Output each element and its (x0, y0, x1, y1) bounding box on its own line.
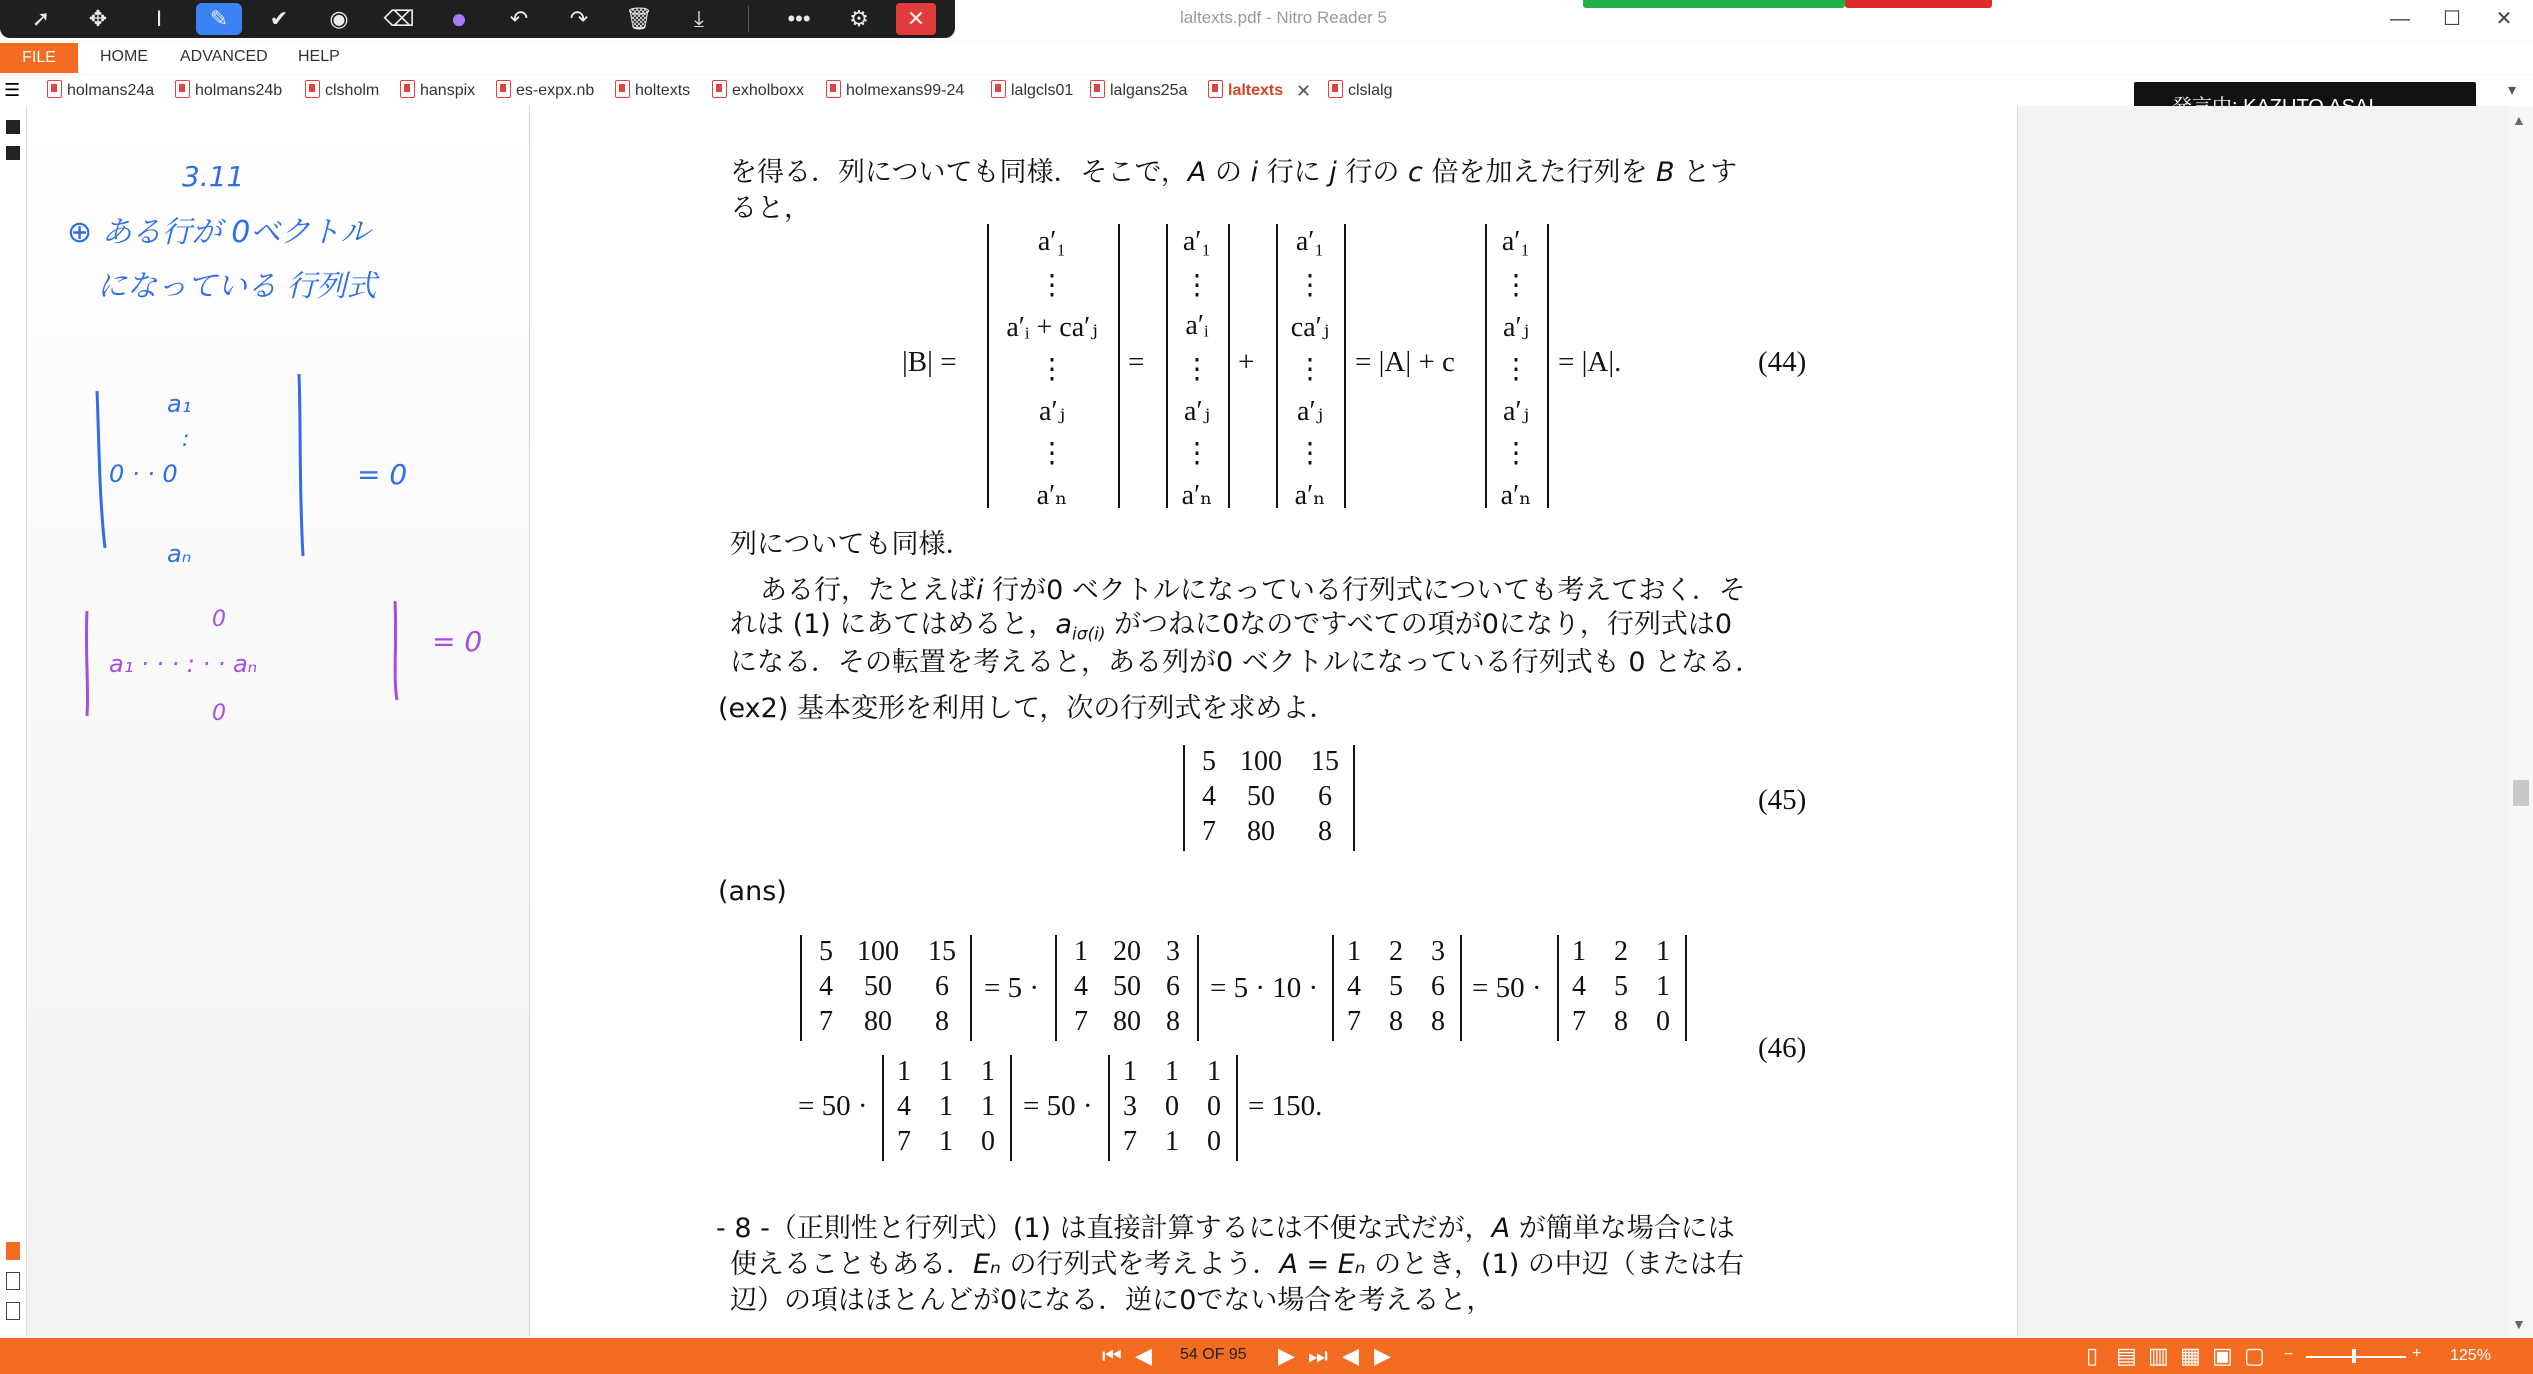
progress-red (1845, 0, 1992, 8)
matrix-entry: 7 (819, 1006, 833, 1037)
matrix-entry: 1 (981, 1091, 995, 1122)
matrix-entry: 1 (1347, 936, 1361, 967)
matrix-entry: 8 (1614, 1006, 1628, 1037)
pages-panel-icon[interactable] (6, 120, 20, 134)
eq46-step3: = 50 · (1472, 972, 1542, 1004)
tab-exholboxx[interactable]: exholboxx (712, 79, 804, 103)
column-entry: a′ⱼ (1503, 396, 1529, 427)
column-entry: ⋮ (1502, 268, 1530, 301)
column-entry: a′ₙ (1500, 480, 1532, 511)
list-panel-icon[interactable] (6, 1302, 20, 1320)
matrix-entry: 1 (1123, 1056, 1137, 1087)
matrix2-top: 0 (212, 607, 226, 632)
tab-clsholm[interactable]: clsholm (305, 79, 379, 103)
matrix-entry: 1 (939, 1091, 953, 1122)
more-icon[interactable]: ••• (787, 6, 811, 31)
menu-advanced[interactable]: ADVANCED (180, 48, 268, 65)
matrix1-equals: = 0 (357, 458, 408, 491)
matrix-entry: 7 (1572, 1006, 1586, 1037)
matrix-entry: 1 (939, 1056, 953, 1087)
para3-line2: れは (1) にあてはめると，$a_{i\sigma(i)}$ がつねに0なのですべての項が0になり，行列式は0 (730, 609, 1733, 645)
matrix-entry: 7 (1347, 1006, 1361, 1037)
matrix-entry: 50 (864, 971, 892, 1002)
para4-line1: - 8 -（正則性と行列式）(1) は直接計算するには不便な式だが，A が簡単な場合には (716, 1213, 1735, 1244)
matrix2-bar-right (395, 601, 397, 700)
matrix-entry: 5 (1614, 971, 1628, 1002)
facing-icon[interactable]: ▥ (2148, 1343, 2169, 1368)
pdf-file-icon (47, 80, 62, 98)
matrix-entry: 0 (981, 1126, 995, 1157)
matrix-entry: 1 (897, 1056, 911, 1087)
column-entry: ⋮ (1296, 436, 1324, 469)
matrix-entry: 1 (1656, 971, 1670, 1002)
matrix-entry: 7 (897, 1126, 911, 1157)
matrix-entry: 15 (928, 936, 956, 967)
pdf-file-icon (826, 80, 841, 98)
tab-lalgans25a[interactable]: lalgans25a (1090, 79, 1187, 103)
eq44-lhs: |B| = (902, 346, 957, 378)
column-entry: a′ⱼ (1039, 396, 1065, 427)
matrix1-bottom: aₙ (167, 540, 192, 568)
matrix-entry: 2 (1389, 936, 1403, 967)
column-entry: ⋮ (1038, 352, 1066, 385)
fit-page-icon[interactable]: ▣ (2212, 1343, 2233, 1368)
column-entry: ⋮ (1296, 268, 1324, 301)
para2: 列についても同様． (730, 529, 973, 560)
matrix-entry: 50 (1247, 781, 1275, 812)
tab-hanspix[interactable]: hanspix (400, 79, 475, 103)
tab-es-expx[interactable]: es-expx.nb (496, 79, 594, 103)
matrix-entry: 1 (1074, 936, 1088, 967)
para3-line3: になる．その転置を考えると，ある列が0 ベクトルになっている行列式も 0 となる． (730, 647, 1763, 678)
eq44-mid: = |A| + c (1355, 346, 1455, 378)
matrix-bar-left (97, 391, 105, 548)
move-icon[interactable]: ✥ (88, 6, 108, 31)
pdf-file-icon (1090, 80, 1105, 98)
page-margin-area (2017, 106, 2508, 1336)
column-entry: ⋮ (1183, 268, 1211, 301)
column-entry: ⋮ (1183, 352, 1211, 385)
redo-icon[interactable]: ↷ (569, 6, 589, 31)
matrix-entry: 1 (1656, 936, 1670, 967)
matrix-entry: 0 (1165, 1091, 1179, 1122)
matrix-entry: 3 (1431, 936, 1445, 967)
matrix-entry: 8 (1431, 1006, 1445, 1037)
matrix-entry: 0 (1656, 1006, 1670, 1037)
eq44-number: (44) (1758, 346, 1807, 378)
answer-label: (ans) (718, 876, 787, 907)
matrix-entry: 1 (1165, 1126, 1179, 1157)
scroll-up-icon[interactable]: ▲ (2512, 112, 2526, 128)
zoom-level[interactable]: 125% (2450, 1347, 2491, 1364)
tab-close-icon[interactable]: ✕ (1296, 81, 1312, 101)
note-line-2: になっている 行列式 (97, 269, 377, 304)
user-settings-icon[interactable]: ⚙ (849, 6, 869, 31)
tab-lalgcls01[interactable]: lalgcls01 (991, 79, 1073, 103)
matrix-entry: 8 (1318, 816, 1332, 847)
pdf-file-icon (712, 80, 727, 98)
column-entry: a′ₙ (1181, 480, 1213, 511)
matrix-entry: 80 (1247, 816, 1275, 847)
column-entry: a′ᵢ + ca′ⱼ (1006, 312, 1098, 343)
matrix2-bar-left (86, 611, 87, 716)
menu-file[interactable]: FILE (0, 43, 78, 73)
column-entry: a′ⱼ (1297, 396, 1323, 427)
matrix-entry: 20 (1113, 936, 1141, 967)
column-entry: a′₁ (1295, 226, 1325, 257)
highlighter-icon[interactable]: ◉ (329, 6, 349, 31)
comments-panel-icon[interactable] (6, 1272, 20, 1290)
para3-line1: ある行，たとえばi 行が0 ベクトルになっている行列式についても考えておく．そ (760, 575, 1746, 606)
matrix-entry: 1 (981, 1056, 995, 1087)
matrix-entry: 3 (1166, 936, 1180, 967)
back-view-icon[interactable]: ◀ (1342, 1343, 1359, 1368)
vertical-scrollbar[interactable] (2509, 106, 2533, 1336)
matrix-entry: 3 (1123, 1091, 1137, 1122)
matrix-bar-right (299, 374, 303, 556)
tab-overflow-chevron-icon[interactable]: ▾ (2508, 82, 2517, 99)
tab-clslalg[interactable]: clslalg (1328, 79, 1392, 103)
matrix2-row: a₁ · · · : · · aₙ (109, 650, 258, 678)
matrix-entry: 6 (1166, 971, 1180, 1002)
matrix-entry: 6 (1431, 971, 1445, 1002)
close-icon[interactable]: ✕ (896, 3, 936, 35)
matrix-entry: 4 (1347, 971, 1361, 1002)
last-page-icon[interactable]: ⏭ (1308, 1343, 1328, 1368)
window-title: laltexts.pdf - Nitro Reader 5 (1180, 8, 1387, 27)
column-entry: a′₁ (1182, 226, 1212, 257)
close-window-button[interactable]: ✕ (2495, 8, 2513, 30)
column-entry: ⋮ (1183, 436, 1211, 469)
column-entry: a′₁ (1501, 226, 1531, 257)
minimize-button[interactable]: — (2390, 8, 2410, 30)
forward-view-icon[interactable]: ▶ (1374, 1343, 1391, 1368)
column-entry: ⋮ (1038, 436, 1066, 469)
toolbar-separator (748, 6, 749, 32)
para4-line2: 使えることもある．Eₙ の行列式を考えよう．A = Eₙ のとき，(1) の中辺（または右 (730, 1249, 1744, 1280)
column-entry: a′ₙ (1036, 480, 1068, 511)
left-tool-column (0, 106, 27, 1336)
matrix-entry: 1 (939, 1126, 953, 1157)
tab-holmans24b[interactable]: holmans24b (175, 79, 282, 103)
menu-home[interactable]: HOME (100, 48, 148, 65)
eq44-plus: + (1238, 346, 1255, 378)
bookmarks-panel-icon[interactable] (6, 146, 20, 160)
text-cursor-icon[interactable]: I (155, 6, 163, 31)
matrix-entry: 1 (1572, 936, 1586, 967)
zoom-in-icon[interactable]: + (2412, 1345, 2422, 1362)
matrix-entry: 100 (857, 936, 899, 967)
download-icon[interactable]: ⤓ (694, 6, 704, 31)
tab-holmexans99-24[interactable]: holmexans99-24 (826, 79, 964, 103)
para1-line2: ると， (730, 193, 811, 224)
zoom-slider[interactable] (2306, 1356, 2406, 1358)
progress-green (1583, 0, 1845, 8)
column-entry: a′ᵢ (1185, 310, 1209, 341)
tab-holmans24a[interactable]: holmans24a (47, 79, 154, 103)
column-entry: a′ⱼ (1503, 312, 1529, 343)
previous-page-icon[interactable]: ◀ (1135, 1343, 1152, 1368)
column-entry: a′₁ (1037, 226, 1067, 257)
note-line-1: ⊕ ある行が 0ベクトル (67, 215, 371, 250)
exercise-2: (ex2) 基本変形を利用して，次の行列式を求めよ． (718, 693, 1337, 724)
matrix-entry: 80 (864, 1006, 892, 1037)
matrix-entry: 7 (1202, 816, 1216, 847)
matrix-entry: 8 (1166, 1006, 1180, 1037)
matrix-entry: 50 (1113, 971, 1141, 1002)
eq46-step2: = 5 · 10 · (1210, 972, 1319, 1004)
tab-laltexts[interactable]: laltexts (1208, 79, 1287, 103)
matrix-entry: 4 (1572, 971, 1586, 1002)
eq46-end: = 150. (1248, 1090, 1323, 1122)
matrix-entry: 0 (1207, 1091, 1221, 1122)
matrix-entry: 6 (1318, 781, 1332, 812)
annotations-panel-icon[interactable] (6, 1242, 20, 1260)
column-entry: a′ⱼ (1184, 396, 1210, 427)
pdf-file-icon (991, 80, 1006, 98)
column-entry: a′ₙ (1294, 480, 1326, 511)
zoom-out-icon[interactable]: − (2284, 1346, 2294, 1363)
pdf-file-icon (1208, 80, 1223, 98)
pointer-icon[interactable]: ➚ (31, 6, 51, 31)
matrix-entry: 1 (1165, 1056, 1179, 1087)
matrix1-top: a₁ (167, 390, 192, 418)
matrix-entry: 5 (1389, 971, 1403, 1002)
matrix-entry: 4 (1202, 781, 1216, 812)
matrix-entry: 8 (1389, 1006, 1403, 1037)
matrix-entry: 80 (1113, 1006, 1141, 1037)
handwritten-notes (27, 106, 529, 746)
matrix2-bottom: 0 (212, 701, 226, 726)
eq46-step5: = 50 · (1023, 1090, 1093, 1122)
matrix-entry: 8 (935, 1006, 949, 1037)
check-icon[interactable]: ✔ (269, 6, 289, 31)
column-entry: ⋮ (1038, 268, 1066, 301)
scroll-thumb[interactable] (2513, 780, 2529, 806)
pdf-file-icon (305, 80, 320, 98)
trash-icon[interactable]: 🗑 (625, 6, 653, 31)
eq44-end: = |A|. (1558, 346, 1622, 378)
matrix-entry: 5 (1202, 746, 1216, 777)
continuous-icon[interactable]: ▤ (2116, 1343, 2137, 1368)
single-page-icon[interactable]: ▯ (2086, 1343, 2099, 1368)
fit-width-icon[interactable]: ▢ (2244, 1343, 2265, 1368)
menu-help[interactable]: HELP (298, 48, 340, 65)
color-dot-icon[interactable]: ● (450, 3, 468, 34)
matrix1-dots: : (182, 427, 190, 452)
para4-line3: 辺）の項はほとんどが0になる．逆に0でない場合を考えると， (730, 1285, 1494, 1316)
matrix-entry: 5 (819, 936, 833, 967)
matrix-entry: 4 (1074, 971, 1088, 1002)
matrix2-equals: = 0 (432, 625, 483, 658)
matrix-entry: 6 (935, 971, 949, 1002)
undo-icon[interactable]: ↶ (509, 6, 529, 31)
matrix-entry: 0 (1207, 1126, 1221, 1157)
note-date: 3.11 (182, 160, 245, 193)
tab-list-icon[interactable]: ☰ (4, 80, 21, 100)
column-entry: ⋮ (1502, 352, 1530, 385)
para1-line1: を得る．列についても同様．そこで，A の i 行に j 行の c 倍を加えた行列を B とす (730, 157, 1738, 188)
column-entry: ⋮ (1502, 436, 1530, 469)
tab-holtexts[interactable]: holtexts (615, 79, 690, 103)
maximize-button[interactable]: ☐ (2443, 8, 2461, 30)
pen-icon[interactable]: ✎ (196, 3, 242, 35)
matrix-entry: 15 (1311, 746, 1339, 777)
matrix1-row: 0 · · 0 (109, 460, 178, 488)
eq45-number: (45) (1758, 784, 1807, 816)
eq46-step1: = 5 · (984, 972, 1040, 1004)
first-page-icon[interactable]: ⏮ (1102, 1343, 1122, 1368)
matrix-entry: 2 (1614, 936, 1628, 967)
matrix-entry: 4 (819, 971, 833, 1002)
pdf-file-icon (400, 80, 415, 98)
matrix-entry: 7 (1074, 1006, 1088, 1037)
pdf-file-icon (615, 80, 630, 98)
eq46-step4: = 50 · (798, 1090, 868, 1122)
eq46-number: (46) (1758, 1032, 1807, 1064)
eq44-equals: = (1128, 346, 1145, 378)
facing-continuous-icon[interactable]: ▦ (2180, 1343, 2201, 1368)
matrix-entry: 100 (1240, 746, 1282, 777)
pdf-file-icon (496, 80, 511, 98)
matrix-entry: 1 (1207, 1056, 1221, 1087)
pdf-file-icon (175, 80, 190, 98)
next-page-icon[interactable]: ▶ (1278, 1343, 1295, 1368)
menu-bar (0, 43, 2533, 73)
column-entry: ⋮ (1296, 352, 1324, 385)
eraser-icon[interactable]: ⌫ (383, 6, 415, 31)
scroll-down-icon[interactable]: ▼ (2512, 1316, 2526, 1332)
matrix-entry: 4 (897, 1091, 911, 1122)
zoom-slider-thumb[interactable] (2352, 1349, 2356, 1363)
pdf-file-icon (1328, 80, 1343, 98)
matrix-entry: 7 (1123, 1126, 1137, 1157)
column-entry: ca′ⱼ (1290, 312, 1330, 343)
page-indicator[interactable]: 54 OF 95 (1180, 1346, 1247, 1363)
